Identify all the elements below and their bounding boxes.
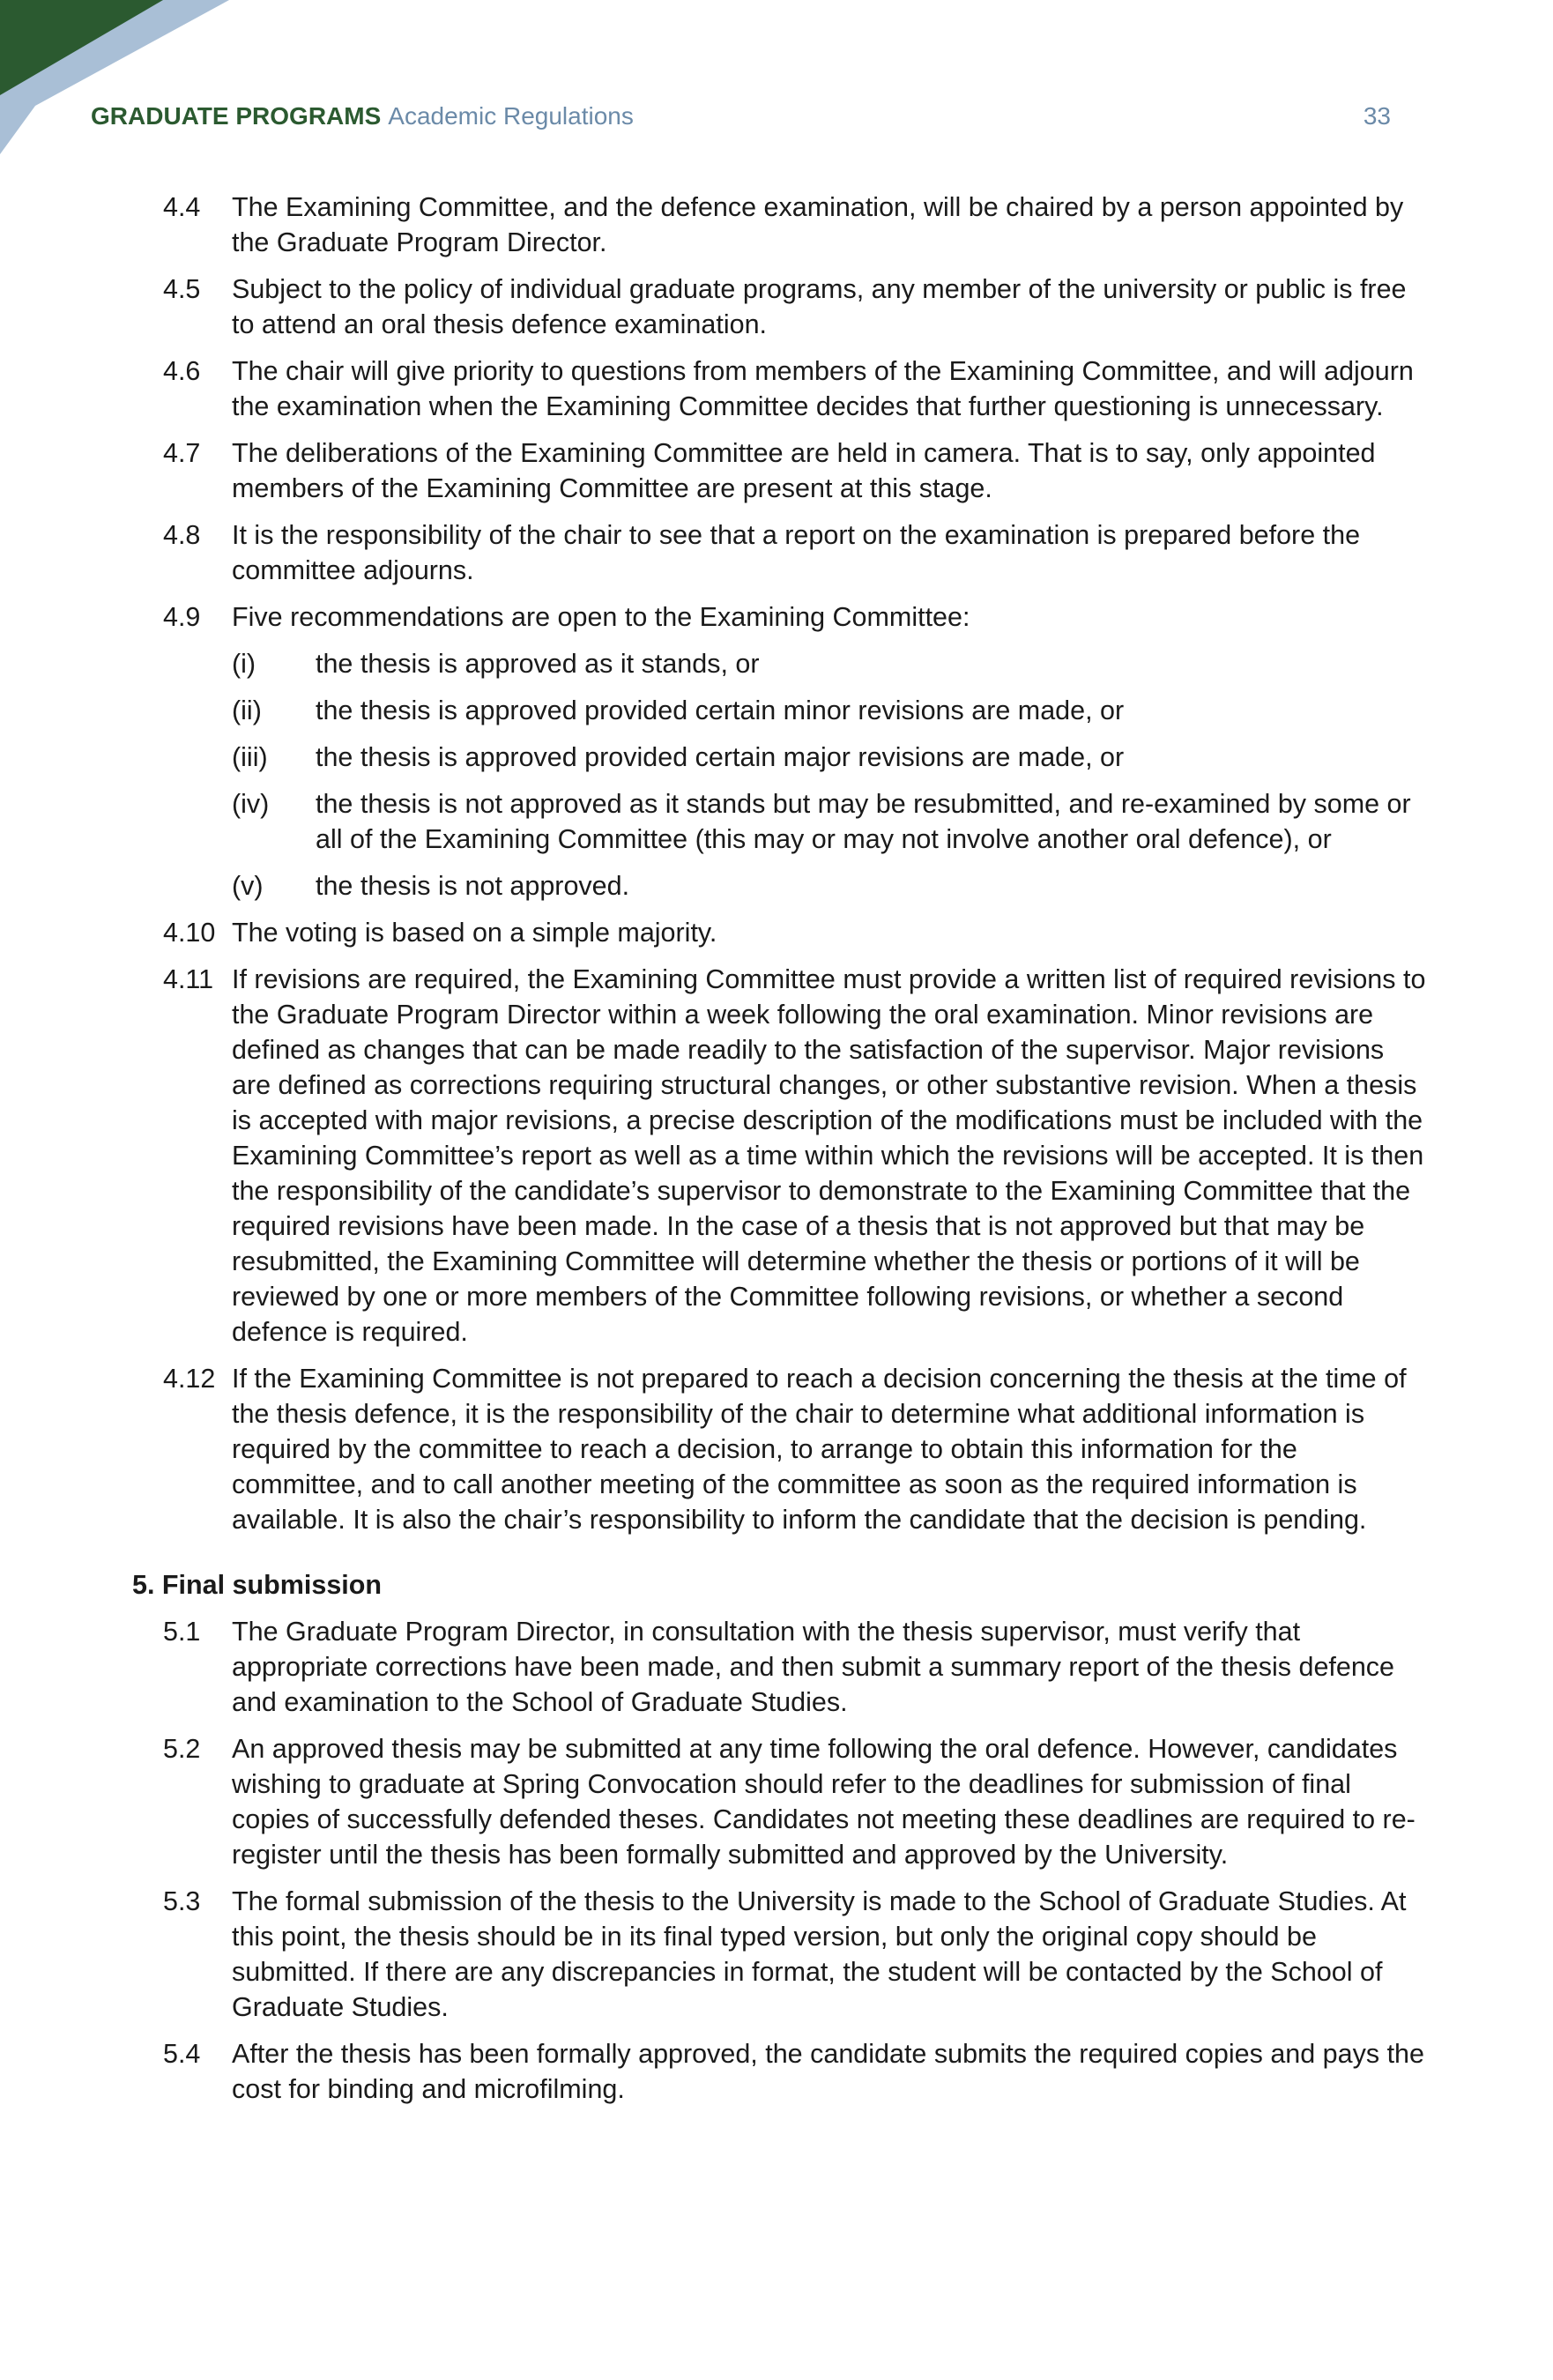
header-subsection-title: Academic Regulations	[388, 102, 634, 130]
item-number: 4.5	[163, 274, 201, 304]
recommendation-number: (ii)	[232, 695, 262, 725]
regulation-item	[132, 271, 1428, 342]
recommendation-number: (v)	[232, 871, 264, 901]
recommendation-item	[232, 786, 1428, 857]
recommendation-item	[232, 740, 1428, 775]
item-text: If revisions are required, the Examining Committee must provide a written list of required revisions to the Graduate Program Director within a week following the oral examination. Minor revisions are defined as changes that can be made readily to the satisfaction of the supervisor. Major revisions are defined as corrections requiring structural changes, or other substantive revision. When a thesis is accepted with major revisions, a precise description of the modifications must be included with the Examining Committee’s report as well as a time within which the revisions will be accepted. It is then the responsibility of the candidate’s supervisor to demonstrate to the Examining Committee that the required revisions have been made. In the case of a thesis that is not approved but that may be resubmitted, the Examining Committee will determine whether the thesis or portions of it will be reviewed by one or more members of the Committee following revisions, or whether a second defence is required.	[232, 964, 1426, 1347]
regulation-item	[132, 962, 1428, 1350]
item-number: 4.11	[163, 964, 214, 994]
regulation-item	[132, 1884, 1428, 2025]
recommendations-list	[232, 646, 1428, 904]
recommendation-text: the thesis is not approved.	[316, 871, 630, 901]
recommendation-text: the thesis is approved provided certain major revisions are made, or	[316, 742, 1125, 772]
item-text: Subject to the policy of individual graduate programs, any member of the university or public is free to attend an oral thesis defence examination.	[232, 274, 1407, 339]
item-number: 4.6	[163, 356, 201, 386]
recommendation-text: the thesis is not approved as it stands but may be resubmitted, and re-examined by some or all of the Examining Committee (this may or may not involve another oral defence), or	[316, 789, 1411, 854]
item-text: It is the responsibility of the chair to see that a report on the examination is prepared before the committee adjourns.	[232, 520, 1361, 585]
item-number: 5.1	[163, 1617, 201, 1647]
header-section-title: GRADUATE PROGRAMS	[91, 102, 382, 130]
item-number: 5.3	[163, 1886, 201, 1916]
item-number: 4.7	[163, 438, 201, 468]
item-number: 5.2	[163, 1734, 201, 1764]
item-text: If the Examining Committee is not prepared to reach a decision concerning the thesis at the time of the thesis defence, it is the responsibility of the chair to determine what additional information is required by the committee to reach a decision, to arrange to obtain this information for the committee, and to call another meeting of the committee as soon as the required information is available. It is also the chair’s responsibility to inform the candidate that the decision is pending.	[232, 1364, 1407, 1535]
item-number: 4.12	[163, 1364, 216, 1394]
regulation-item	[132, 435, 1428, 506]
item-text: Five recommendations are open to the Examining Committee:	[232, 602, 970, 632]
recommendation-item	[232, 646, 1428, 681]
corner-decoration	[0, 0, 264, 176]
recommendation-number: (iii)	[232, 742, 268, 772]
item-number: 4.4	[163, 192, 201, 222]
item-number: 5.4	[163, 2039, 201, 2069]
item-number: 4.8	[163, 520, 201, 550]
regulation-item	[132, 1361, 1428, 1537]
recommendation-text: the thesis is approved as it stands, or	[316, 649, 760, 679]
regulation-item	[132, 1731, 1428, 1872]
item-text: After the thesis has been formally approved, the candidate submits the required copies and pays the cost for binding and microfilming.	[232, 2039, 1424, 2104]
item-text: The formal submission of the thesis to the University is made to the School of Graduate Studies. At this point, the thesis should be in its final typed version, but only the original copy should be submitted. If there are any discrepancies in format, the student will be contacted by the School of Graduate Studies.	[232, 1886, 1407, 2022]
page-number: 33	[1363, 102, 1391, 130]
regulation-item	[132, 190, 1428, 260]
regulation-item	[132, 2036, 1428, 2107]
item-number: 4.10	[163, 918, 216, 948]
item-text: The voting is based on a simple majority.	[232, 918, 717, 948]
regulation-item	[132, 353, 1428, 424]
recommendation-item	[232, 693, 1428, 728]
item-text: The deliberations of the Examining Committee are held in camera. That is to say, only appointed members of the Examining Committee are present at this stage.	[232, 438, 1376, 503]
page-body	[132, 190, 1428, 2118]
regulation-item	[132, 517, 1428, 588]
item-text: The Graduate Program Director, in consultation with the thesis supervisor, must verify that appropriate corrections have been made, and then submit a summary report of the thesis defence and examination to the School of Graduate Studies.	[232, 1617, 1395, 1717]
regulation-item	[132, 1614, 1428, 1720]
regulation-item	[132, 915, 1428, 950]
recommendation-text: the thesis is approved provided certain minor revisions are made, or	[316, 695, 1125, 725]
item-number: 4.9	[163, 602, 201, 632]
item-text: The Examining Committee, and the defence examination, will be chaired by a person appointed by the Graduate Program Director.	[232, 192, 1404, 257]
recommendation-item	[232, 868, 1428, 904]
item-text: An approved thesis may be submitted at any time following the oral defence. However, candidates wishing to graduate at Spring Convocation should refer to the deadlines for submission of final copies of successfully defended theses. Candidates not meeting these deadlines are required to re-register until the thesis has been formally submitted and approved by the University.	[232, 1734, 1416, 1870]
regulation-item	[132, 599, 1428, 904]
item-text: The chair will give priority to questions from members of the Examining Committee, and will adjourn the examination when the Examining Committee decides that further questioning is unnecessary.	[232, 356, 1414, 421]
running-header	[91, 97, 1391, 136]
recommendation-number: (iv)	[232, 789, 270, 819]
section-heading: 5. Final submission	[132, 1570, 383, 1600]
recommendation-number: (i)	[232, 649, 256, 679]
